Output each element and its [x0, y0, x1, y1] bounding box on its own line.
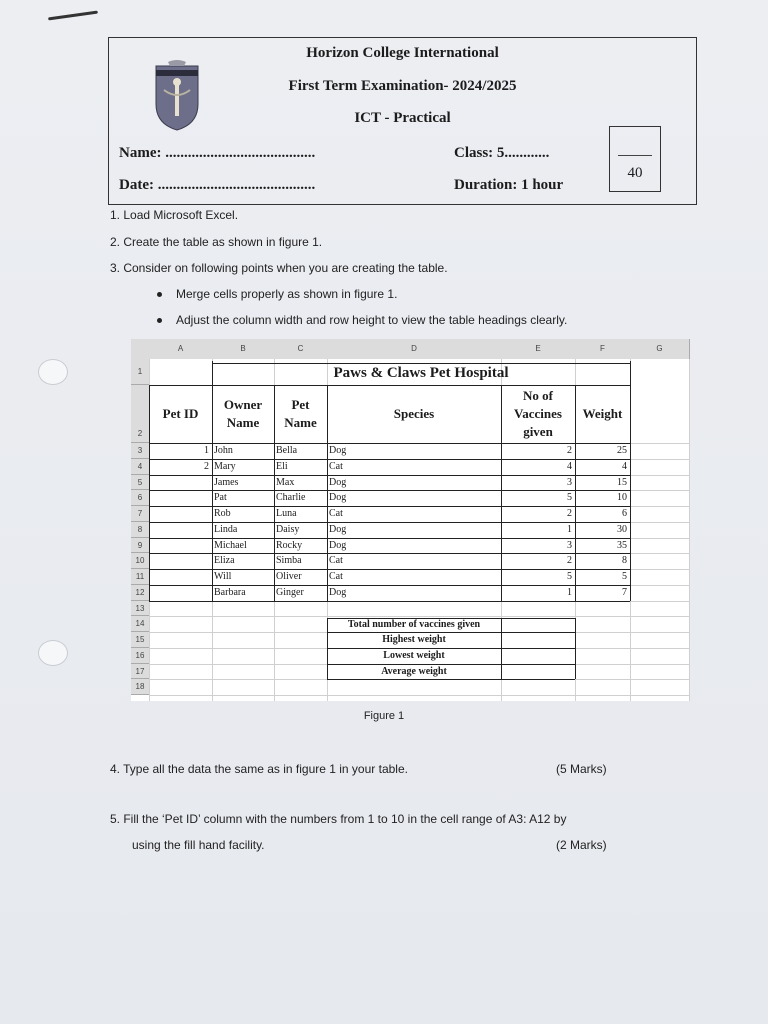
cell-species: Cat — [329, 555, 343, 567]
column-header-g: G — [630, 339, 690, 359]
row-header: 3 — [131, 443, 149, 459]
summary-label: Lowest weight — [383, 649, 445, 661]
duration-field: Duration: 1 hour — [454, 177, 564, 193]
cell-weight: 15 — [617, 476, 627, 488]
row-header: 2 — [131, 385, 149, 443]
summary-border — [501, 618, 502, 679]
column-header-f: F — [575, 339, 631, 359]
cell-owner: Linda — [214, 523, 238, 535]
cell-owner: Rob — [214, 508, 231, 519]
heading-owner-name: Owner Name — [223, 397, 263, 430]
row-header: 6 — [131, 490, 149, 506]
cell-weight: 5 — [622, 571, 627, 582]
heading-pet-name: Pet Name — [284, 397, 317, 430]
cell-vaccines: 2 — [567, 508, 572, 519]
cell-id — [151, 475, 209, 491]
summary-label: Highest weight — [382, 634, 446, 645]
column-header-d: D — [327, 339, 502, 359]
cell-pet: Daisy — [276, 523, 300, 535]
question-4-marks: (5 Marks) — [556, 762, 607, 776]
cell-vaccines: 2 — [567, 555, 572, 567]
date-field: Date: .......................................... — [119, 177, 316, 193]
question-5: 5. Fill the ‘Pet ID’ column with the numbers from 1 to 10 in the cell range of A3: A12 by — [110, 812, 567, 826]
row-header: 11 — [131, 569, 149, 585]
cell-vaccines: 5 — [567, 571, 572, 582]
question-5-continued: using the fill hand facility. — [132, 838, 265, 852]
grid-line — [149, 616, 689, 617]
cell-vaccines: 5 — [567, 492, 572, 504]
cell-species: Dog — [329, 586, 347, 598]
grid-line — [149, 695, 689, 696]
cell-vaccines: 1 — [567, 523, 572, 535]
cell-species: Cat — [329, 460, 343, 472]
instruction-2: 2. Create the table as shown in figure 1. — [110, 235, 323, 249]
row-header: 4 — [131, 459, 149, 475]
column-header-e: E — [501, 339, 576, 359]
table-border — [630, 361, 631, 385]
select-all-corner — [131, 339, 150, 359]
cell-id — [151, 522, 209, 538]
row-header: 8 — [131, 522, 149, 538]
cell-owner: Will — [214, 571, 232, 582]
grid-line — [689, 359, 690, 701]
bullet-point-2: Adjust the column width and row height to view the table headings clearly. — [176, 313, 568, 327]
summary-border — [327, 679, 575, 680]
row-header: 1 — [131, 359, 149, 385]
cell-vaccines: 3 — [567, 476, 572, 488]
heading-vaccines: No of Vaccines given — [514, 388, 562, 439]
cell-vaccines: 4 — [567, 460, 572, 472]
instruction-3: 3. Consider on following points when you are creating the table. — [110, 261, 448, 275]
cell-species: Dog — [329, 539, 347, 551]
punch-hole-top — [38, 359, 68, 385]
subject-title: ICT - Practical — [354, 110, 451, 126]
cell-weight: 6 — [622, 508, 627, 519]
row-header: 5 — [131, 475, 149, 491]
cell-vaccines: 1 — [567, 586, 572, 598]
cell-owner: Pat — [214, 492, 227, 504]
cell-weight: 10 — [617, 492, 627, 504]
class-field: Class: 5............ — [454, 145, 550, 161]
summary-label: Average weight — [381, 665, 447, 677]
question-4: 4. Type all the data the same as in figure 1 in your table. — [110, 762, 408, 776]
bullet-icon — [157, 292, 162, 297]
cell-pet: Max — [276, 476, 295, 488]
cell-species: Dog — [329, 523, 347, 535]
bullet-point-1: Merge cells properly as shown in figure 1. — [176, 287, 398, 301]
row-header: 13 — [131, 601, 149, 617]
cell-owner: Barbara — [214, 586, 246, 598]
cell-id: 1 — [204, 445, 209, 456]
cell-species: Cat — [329, 571, 343, 582]
score-box — [609, 126, 661, 192]
cell-pet: Rocky — [276, 539, 303, 551]
table-title: Paws & Claws Pet Hospital — [333, 365, 509, 381]
cell-vaccines: 3 — [567, 539, 572, 551]
school-name: Horizon College International — [306, 45, 499, 61]
cell-pet: Ginger — [276, 586, 304, 598]
cell-vaccines: 2 — [567, 445, 572, 456]
column-header-c: C — [274, 339, 328, 359]
summary-label: Total number of vaccines given — [347, 619, 481, 631]
instruction-1: 1. Load Microsoft Excel. — [110, 208, 239, 222]
cell-id — [151, 569, 209, 585]
cell-id — [151, 538, 209, 554]
cell-id — [151, 490, 209, 506]
cell-weight: 25 — [617, 445, 627, 456]
question-5-marks: (2 Marks) — [556, 838, 607, 852]
row-header: 10 — [131, 553, 149, 569]
table-border — [630, 385, 631, 601]
column-header-b: B — [212, 339, 275, 359]
row-header: 17 — [131, 664, 149, 680]
heading-pet-id: Pet ID — [162, 406, 199, 421]
heading-weight: Weight — [582, 406, 623, 421]
cell-species: Dog — [329, 492, 347, 504]
cell-weight: 4 — [622, 460, 627, 472]
cell-pet: Bella — [276, 445, 298, 456]
row-header: 15 — [131, 632, 149, 648]
name-field: Name: ........................................ — [119, 145, 316, 161]
punch-hole-bottom — [38, 640, 68, 666]
cell-pet: Oliver — [276, 571, 302, 582]
cell-weight: 35 — [617, 539, 627, 551]
spreadsheet-figure — [131, 339, 689, 701]
heading-species: Species — [393, 406, 435, 421]
cell-pet: Eli — [276, 460, 288, 472]
exam-header — [108, 37, 697, 205]
cell-id — [151, 585, 209, 601]
cell-weight: 30 — [617, 523, 627, 535]
cell-owner: John — [214, 445, 233, 456]
row-header: 9 — [131, 538, 149, 554]
bullet-icon — [157, 318, 162, 323]
column-header-a: A — [149, 339, 213, 359]
cell-weight: 8 — [622, 555, 627, 567]
cell-owner: James — [214, 476, 239, 488]
cell-owner: Mary — [214, 460, 236, 472]
cell-pet: Luna — [276, 508, 297, 519]
row-header: 14 — [131, 616, 149, 632]
cell-species: Cat — [329, 508, 343, 519]
cell-id: 2 — [204, 460, 209, 472]
cell-weight: 7 — [622, 586, 627, 598]
row-header: 18 — [131, 679, 149, 695]
summary-border — [575, 618, 576, 679]
row-header: 12 — [131, 585, 149, 601]
pen-mark — [48, 11, 98, 21]
cell-id — [151, 553, 209, 569]
cell-id — [151, 506, 209, 522]
cell-owner: Eliza — [214, 555, 235, 567]
exam-title: First Term Examination- 2024/2025 — [288, 78, 517, 94]
cell-species: Dog — [329, 476, 347, 488]
score-divider — [618, 155, 652, 156]
row-header: 7 — [131, 506, 149, 522]
cell-pet: Charlie — [276, 492, 306, 504]
cell-pet: Simba — [276, 555, 302, 567]
cell-owner: Michael — [214, 539, 247, 551]
cell-species: Dog — [329, 445, 347, 456]
row-header: 16 — [131, 648, 149, 664]
table-border — [149, 601, 630, 602]
total-score: 40 — [627, 165, 643, 181]
figure-caption: Figure 1 — [363, 710, 405, 722]
